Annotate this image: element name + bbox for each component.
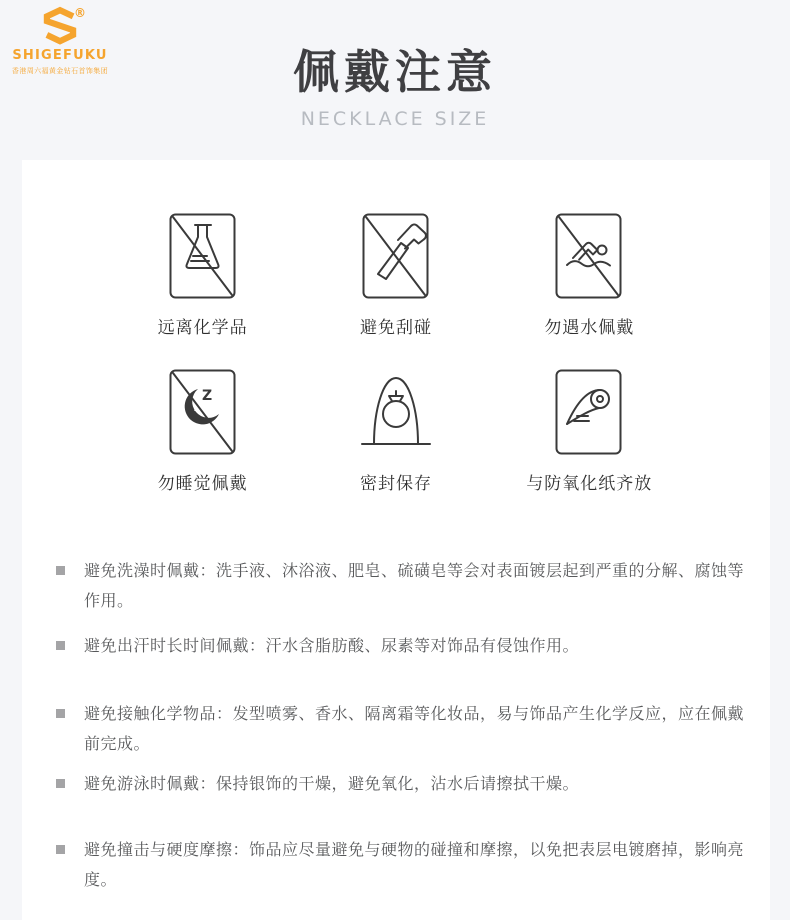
brand-name: SHIGEFUKU xyxy=(12,48,108,63)
header xyxy=(0,0,790,130)
care-item-label: 与防氧化纸齐放 xyxy=(526,473,653,494)
care-item-label: 远离化学品 xyxy=(157,317,248,338)
care-item-sealed-storage xyxy=(360,368,432,494)
care-icon-grid xyxy=(106,212,686,494)
brand-logo xyxy=(8,4,112,76)
content-card xyxy=(22,160,770,920)
care-item-no-sleeping xyxy=(158,368,248,494)
square-bullet-icon xyxy=(56,709,65,718)
no-sleeping-icon xyxy=(168,368,238,456)
registered-mark: ® xyxy=(74,6,86,20)
care-note-text: 避免游泳时佩戴：保持银饰的干燥，避免氧化，沾水后请擦拭干燥。 xyxy=(84,773,580,793)
svg-text:z: z xyxy=(193,403,199,414)
care-note xyxy=(56,699,744,759)
care-item-no-scratching xyxy=(360,212,432,338)
care-note xyxy=(56,556,744,616)
care-note-text: 避免出汗时长时间佩戴：汗水含脂肪酸、尿素等对饰品有侵蚀作用。 xyxy=(84,635,580,655)
care-item-label: 勿遇水佩戴 xyxy=(544,317,635,338)
care-note-text: 避免撞击与硬度摩擦：饰品应尽量避免与硬物的碰撞和摩擦，以免把表层电镀磨掉，影响亮度。 xyxy=(84,839,745,889)
care-note xyxy=(56,769,744,799)
no-scratching-icon xyxy=(361,212,431,300)
care-note xyxy=(56,835,744,895)
square-bullet-icon xyxy=(56,845,65,854)
anti-oxidation-paper-icon xyxy=(554,368,624,456)
care-item-no-chemicals xyxy=(158,212,248,338)
care-note xyxy=(56,631,744,661)
care-notes xyxy=(56,556,744,895)
brand-tagline: 香港周六福黄金钻石首饰集团 xyxy=(11,67,109,75)
care-item-anti-oxidation-paper xyxy=(526,368,652,494)
square-bullet-icon xyxy=(56,566,65,575)
care-item-label: 密封保存 xyxy=(359,473,432,494)
care-item-label: 避免刮碰 xyxy=(359,317,432,338)
page-title: 佩戴注意 xyxy=(293,45,497,99)
care-note-text: 避免洗澡时佩戴：洗手液、沐浴液、肥皂、硫磺皂等会对表面镀层起到严重的分解、腐蚀等作用。 xyxy=(84,560,745,610)
square-bullet-icon xyxy=(56,779,65,788)
care-note-text: 避免接触化学物品：发型喷雾、香水、隔离霜等化妆品，易与饰品产生化学反应，应在佩戴前完成。 xyxy=(84,703,745,753)
svg-text:Z: Z xyxy=(201,387,212,404)
sealed-storage-icon xyxy=(361,368,431,456)
care-item-no-water xyxy=(544,212,634,338)
no-chemicals-icon xyxy=(168,212,238,300)
no-water-icon xyxy=(554,212,624,300)
square-bullet-icon xyxy=(56,641,65,650)
brand-mark-row xyxy=(8,6,112,46)
care-item-label: 勿睡觉佩戴 xyxy=(157,473,248,494)
page-subtitle: NECKLACE SIZE xyxy=(300,107,490,130)
